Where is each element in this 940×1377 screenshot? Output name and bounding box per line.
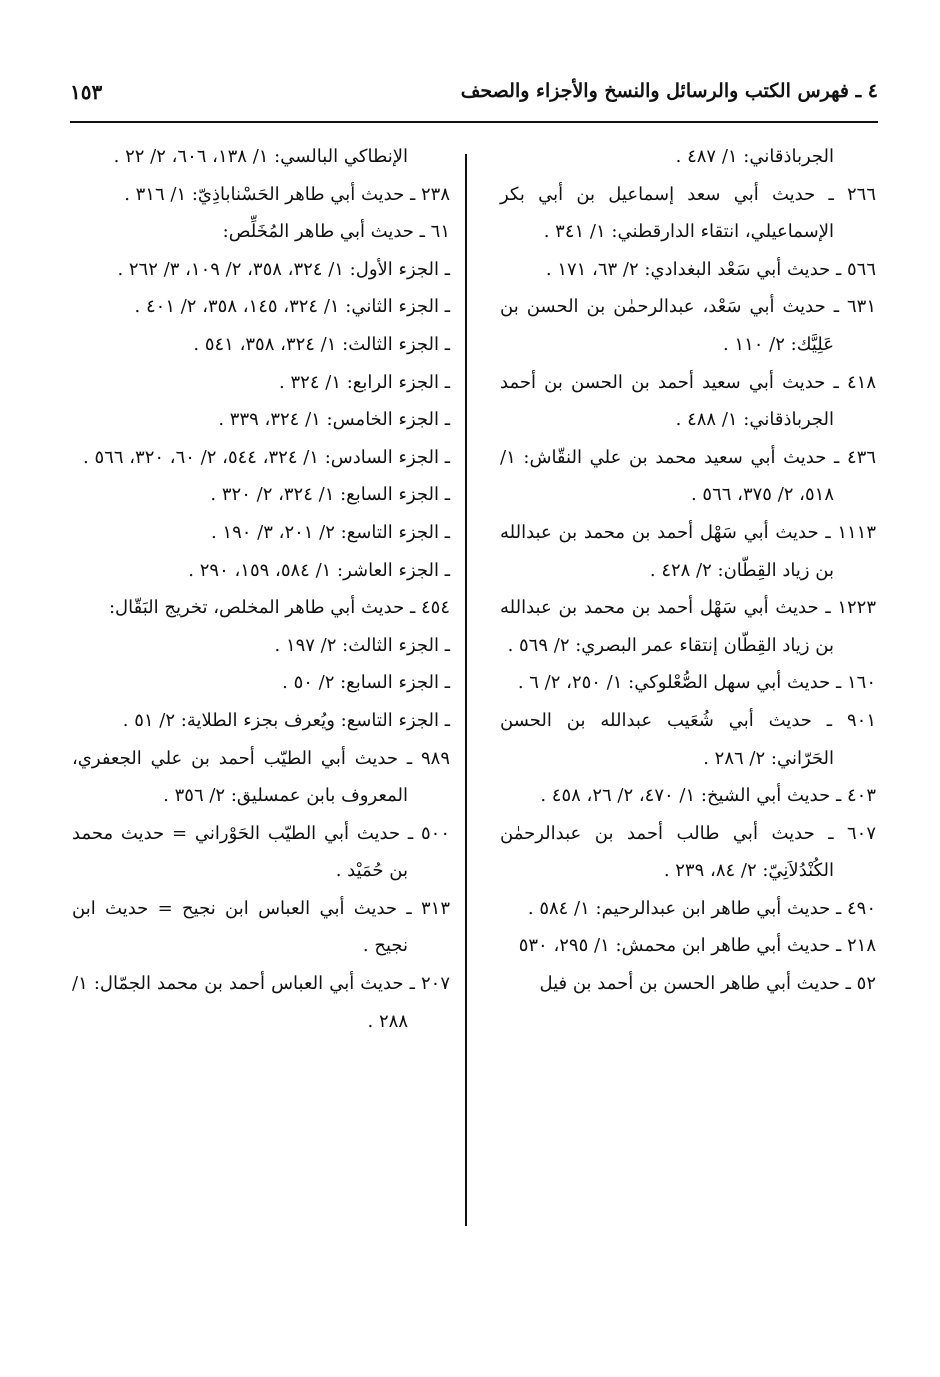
page-number: ١٥٣ [70, 80, 103, 104]
index-entry: ٤٠٣ ـ حديث أبي الشيخ: ١/ ٤٧٠، ٢/ ٢٦، ٤٥٨ . [540, 785, 876, 807]
index-entry: ١٦٠ ـ حديث أبي سهل الصُّعْلوكي: ١/ ٢٥٠، ٢/ ٦ . [517, 672, 876, 694]
index-entry: ٢٣٨ ـ حديث أبي طاهر الحَسْناباذِيّ: ١/ ٣١٦ . [124, 183, 450, 205]
index-entry: ـ الجزء السابع: ٢/ ٥٠ . [282, 672, 450, 694]
index-entry: ـ الجزء الخامس: ١/ ٣٢٤، ٣٣٩ . [218, 409, 450, 431]
running-header [70, 76, 878, 116]
index-entry: ٥٢ ـ حديث أبي طاهر الحسن بن أحمد بن فيل [539, 973, 876, 995]
index-entry: ٦٠٧ ـ حديث أبي طالب أحمد بن عبدالرحمٰن الكُنْدُلاَنِيّ: ٢/ ٨٤، ٢٣٩ . [500, 822, 876, 882]
index-entry: ٢٦٦ ـ حديث أبي سعد إسماعيل بن أبي بكر الإسماعيلي، انتقاء الدارقطني: ١/ ٣٤١ . [500, 183, 876, 243]
index-entry: ٤١٨ ـ حديث أبي سعيد أحمد بن الحسن بن أحمد الجرباذقاني: ١/ ٤٨٨ . [500, 371, 876, 431]
index-entry: ٤٥٤ ـ حديث أبي طاهر المخلص، تخريج البَقّال: [108, 597, 450, 619]
index-entry: ـ الجزء الثالث: ١/ ٣٢٤، ٣٥٨، ٥٤١ . [193, 333, 450, 355]
index-entry: ـ الجزء العاشر: ١/ ٥٨٤، ١٥٩، ٢٩٠ . [188, 559, 450, 581]
left-column [72, 138, 450, 1040]
index-entry: ٥٦٦ ـ حديث أبي سَعْد البغدادي: ٢/ ٦٣، ١٧١ . [545, 258, 876, 280]
index-entry: ـ الجزء السابع: ١/ ٣٢٤، ٢/ ٣٢٠ . [210, 484, 450, 506]
index-entry: ـ الجزء الرابع: ١/ ٣٢٤ . [279, 371, 450, 393]
index-entry: ٣١٣ ـ حديث أبي العباس ابن نجيح = حديث ابن نجيح . [72, 897, 450, 957]
index-entry: ٩٠١ ـ حديث أبي شُعَيب عبدالله بن الحسن الحَرّاني: ٢/ ٢٨٦ . [500, 709, 876, 769]
index-entry: ٤٩٠ ـ حديث أبي طاهر ابن عبدالرحيم: ١/ ٥٨٤ . [527, 897, 876, 919]
right-column [500, 138, 876, 1003]
index-entry: ٤٣٦ ـ حديث أبي سعيد محمد بن علي النقّاش: ١/ ٥١٨، ٢/ ٣٧٥، ٥٦٦ . [500, 446, 876, 506]
index-entry: ٢١٨ ـ حديث أبي طاهر ابن محمش: ١/ ٢٩٥، ٥٣٠ [518, 935, 876, 957]
index-entry: الإنطاكي البالسي: ١/ ١٣٨، ٦٠٦، ٢/ ٢٢ . [113, 146, 408, 167]
index-entry: ٩٨٩ ـ حديث أبي الطيّب أحمد بن علي الجعفري، المعروف بابن عمسليق: ٢/ ٣٥٦ . [72, 747, 450, 807]
header-title: ٤ ـ فهرس الكتب والرسائل والنسخ والأجزاء والصحف [460, 80, 878, 102]
index-entry: ٦١ ـ حديث أبي طاهر المُخَلِّص: [222, 221, 450, 243]
index-entry: ـ الجزء الأول: ١/ ٣٢٤، ٣٥٨، ٢/ ١٠٩، ٣/ ٢٦٢ . [117, 258, 450, 280]
index-entry: ٥٠٠ ـ حديث أبي الطيّب الحَوْراني = حديث محمد بن حُمَيْد . [72, 822, 450, 882]
index-entry: ١١١٣ ـ حديث أبي سَهْل أحمد بن محمد بن عبدالله بن زياد القِطّان: ٢/ ٤٢٨ . [500, 521, 876, 581]
index-entry: ـ الجزء التاسع: ويُعرف بجزء الطلاية: ٢/ ٥١ . [122, 709, 450, 731]
header-rule [70, 121, 878, 123]
index-entry: ٢٠٧ ـ حديث أبي العباس أحمد بن محمد الجمّال: ١/ ٢٨٨ . [72, 973, 450, 1032]
index-entry: ١٢٢٣ ـ حديث أبي سَهْل أحمد بن محمد بن عبدالله بن زياد القِطّان إنتقاء عمر البصري: ٢/ ٥٦٩ . [500, 597, 876, 656]
index-entry: ـ الجزء التاسع: ٢/ ٢٠١، ٣/ ١٩٠ . [210, 521, 450, 543]
index-entry: ـ الجزء السادس: ١/ ٣٢٤، ٥٤٤، ٢/ ٦٠، ٣٢٠، ٥٦٦ . [83, 446, 450, 468]
index-entry: الجرباذقاني: ١/ ٤٨٧ . [675, 146, 834, 167]
column-divider [465, 154, 467, 1226]
index-entry: ـ الجزء الثالث: ٢/ ١٩٧ . [274, 634, 450, 656]
index-entry: ـ الجزء الثاني: ١/ ٣٢٤، ١٤٥، ٣٥٨، ٢/ ٤٠١ . [134, 296, 450, 318]
index-entry: ٦٣١ ـ حديث أبي سَعْد، عبدالرحمٰن بن الحسن بن عَلِيَّك: ٢/ ١١٠ . [500, 296, 876, 355]
